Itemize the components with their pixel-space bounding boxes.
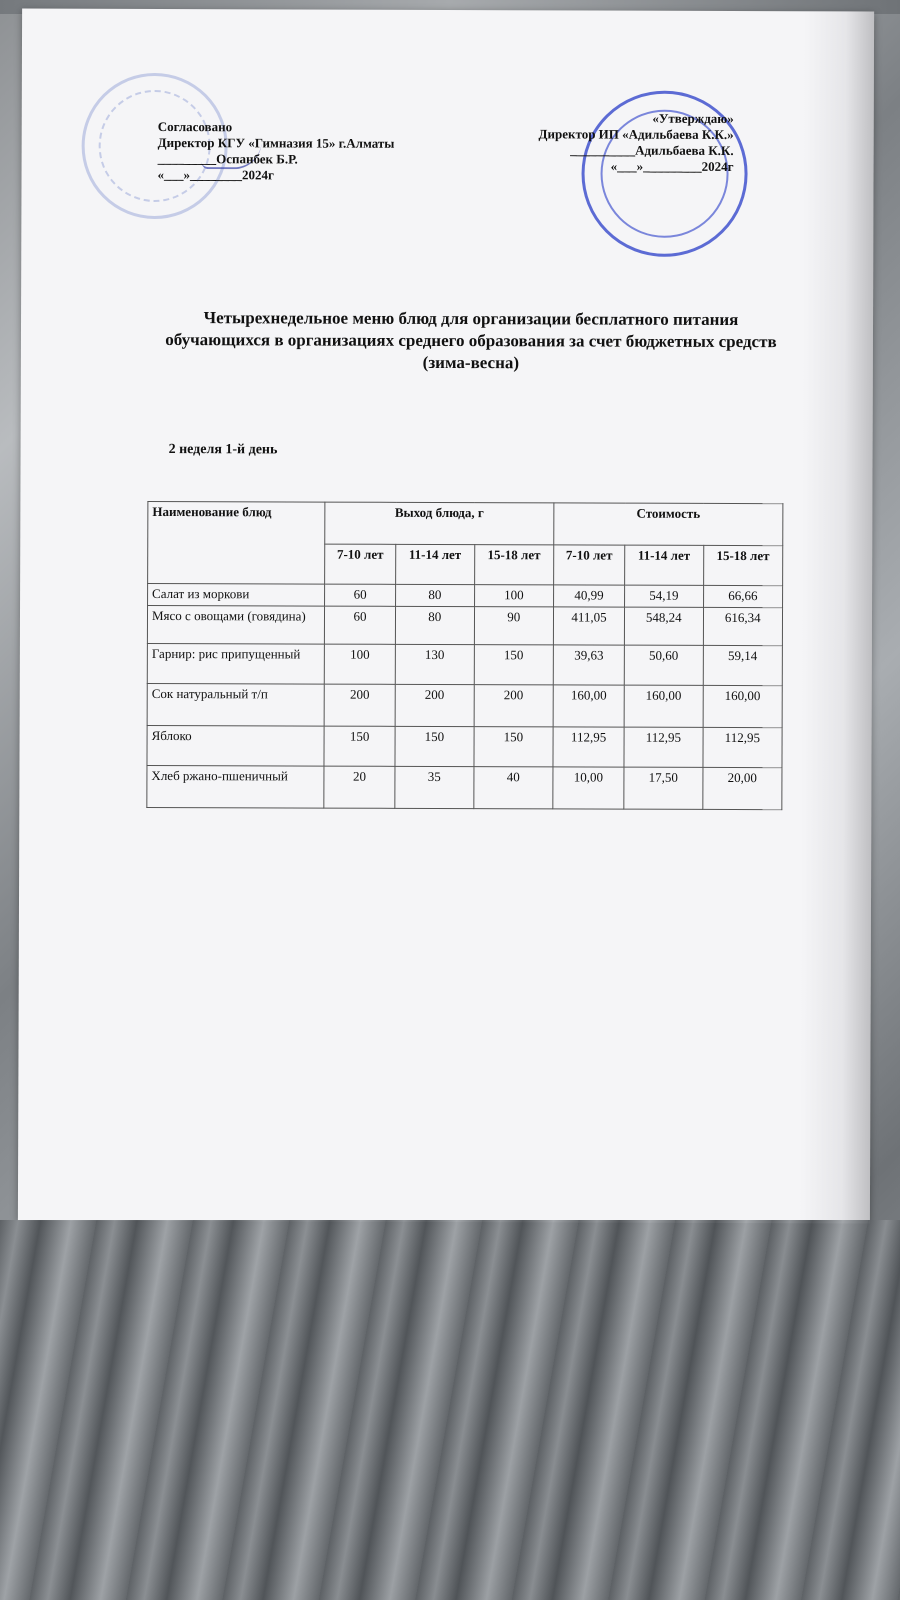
document-title: Четырехнедельное меню блюд для организации бесплатного питания обучающихся в организациях среднего образования за счет бюджетных средств (зима-весна): [165, 308, 777, 373]
yield-cell: 150: [474, 727, 554, 767]
header-age: 11-14 лет: [396, 544, 475, 584]
dish-name: Салат из моркови: [148, 583, 325, 606]
cost-cell: 411,05: [553, 607, 624, 645]
yield-cell: 35: [395, 766, 474, 808]
header-age: 15-18 лет: [474, 545, 554, 585]
yield-cell: 150: [395, 726, 474, 766]
table-row: [147, 725, 782, 767]
approval-left-line4: «___»________2024г: [157, 166, 274, 183]
table-row: [147, 605, 782, 645]
yield-cell: 130: [395, 644, 474, 684]
cost-cell: 20,00: [702, 767, 782, 809]
approval-right-line4: «___»_________2024г: [610, 158, 734, 175]
approval-right-line3: __________Адильбаева К.К.: [570, 142, 734, 159]
dish-name: Яблоко: [147, 725, 324, 766]
dish-name: Гарнир: рис припущенный: [147, 643, 324, 684]
table-row: [148, 583, 783, 607]
cost-cell: 39,63: [553, 645, 624, 685]
yield-cell: 80: [395, 606, 474, 644]
yield-cell: 100: [324, 644, 395, 684]
steel-counter-surface: [0, 1220, 900, 1600]
cost-cell: 50,60: [624, 645, 703, 685]
paper-document: [18, 9, 874, 1224]
cost-cell: 160,00: [624, 685, 703, 727]
header-age: 15-18 лет: [703, 545, 783, 585]
header-yield: Выход блюда, г: [325, 502, 554, 545]
cost-cell: 10,00: [553, 767, 624, 809]
cost-cell: 112,95: [703, 727, 783, 767]
approval-left: [158, 119, 395, 184]
cost-cell: 112,95: [553, 727, 624, 767]
table-row: [147, 643, 782, 685]
dish-name: Сок натуральный т/п: [147, 683, 324, 726]
approval-left-line3: _________Оспанбек Б.Р.: [157, 150, 298, 167]
header-age: 7-10 лет: [554, 545, 625, 585]
table-row: [147, 683, 782, 727]
menu-table: [146, 501, 783, 810]
cost-cell: 40,99: [554, 585, 625, 607]
dish-name: Хлеб ржано-пшеничный: [147, 765, 324, 808]
cost-cell: 548,24: [624, 607, 703, 645]
header-age: 11-14 лет: [625, 545, 704, 585]
cost-cell: 66,66: [703, 585, 783, 607]
cost-cell: 160,00: [553, 685, 624, 727]
paper-edge-shadow: [800, 11, 874, 1223]
table-row: [147, 765, 782, 809]
yield-cell: 200: [395, 684, 474, 726]
approval-left-line1: Согласовано: [157, 118, 233, 135]
table-header-row: [148, 501, 783, 545]
header-age: 7-10 лет: [325, 544, 396, 584]
yield-cell: 150: [324, 726, 395, 766]
yield-cell: 60: [325, 584, 396, 606]
approval-right: [538, 110, 733, 175]
cost-cell: 616,34: [703, 607, 783, 645]
yield-cell: 100: [474, 585, 553, 607]
cost-cell: 17,50: [624, 767, 703, 809]
yield-cell: 20: [324, 766, 395, 808]
yield-cell: 90: [474, 607, 554, 645]
cost-cell: 160,00: [703, 685, 783, 727]
cost-cell: 59,14: [703, 645, 783, 685]
dish-name: Мясо с овощами (говядина): [147, 605, 324, 644]
approval-right-line2: Директор ИП «Адильбаева К.К.»: [538, 126, 734, 143]
yield-cell: 60: [324, 606, 395, 644]
cost-cell: 112,95: [624, 727, 703, 767]
header-dish-name: Наименование блюд: [148, 501, 325, 584]
header-cost: Стоимость: [554, 503, 783, 546]
week-day-subtitle: 2 неделя 1-й день: [168, 442, 278, 458]
yield-cell: 80: [396, 584, 475, 606]
approval-right-line1: «Утверждаю»: [652, 110, 734, 127]
yield-cell: 200: [324, 684, 395, 726]
yield-cell: 40: [473, 767, 553, 809]
yield-cell: 150: [474, 645, 554, 685]
approval-left-line2: Директор КГУ «Гимназия 15» г.Алматы: [157, 134, 395, 151]
cost-cell: 54,19: [625, 585, 704, 607]
yield-cell: 200: [474, 685, 554, 727]
